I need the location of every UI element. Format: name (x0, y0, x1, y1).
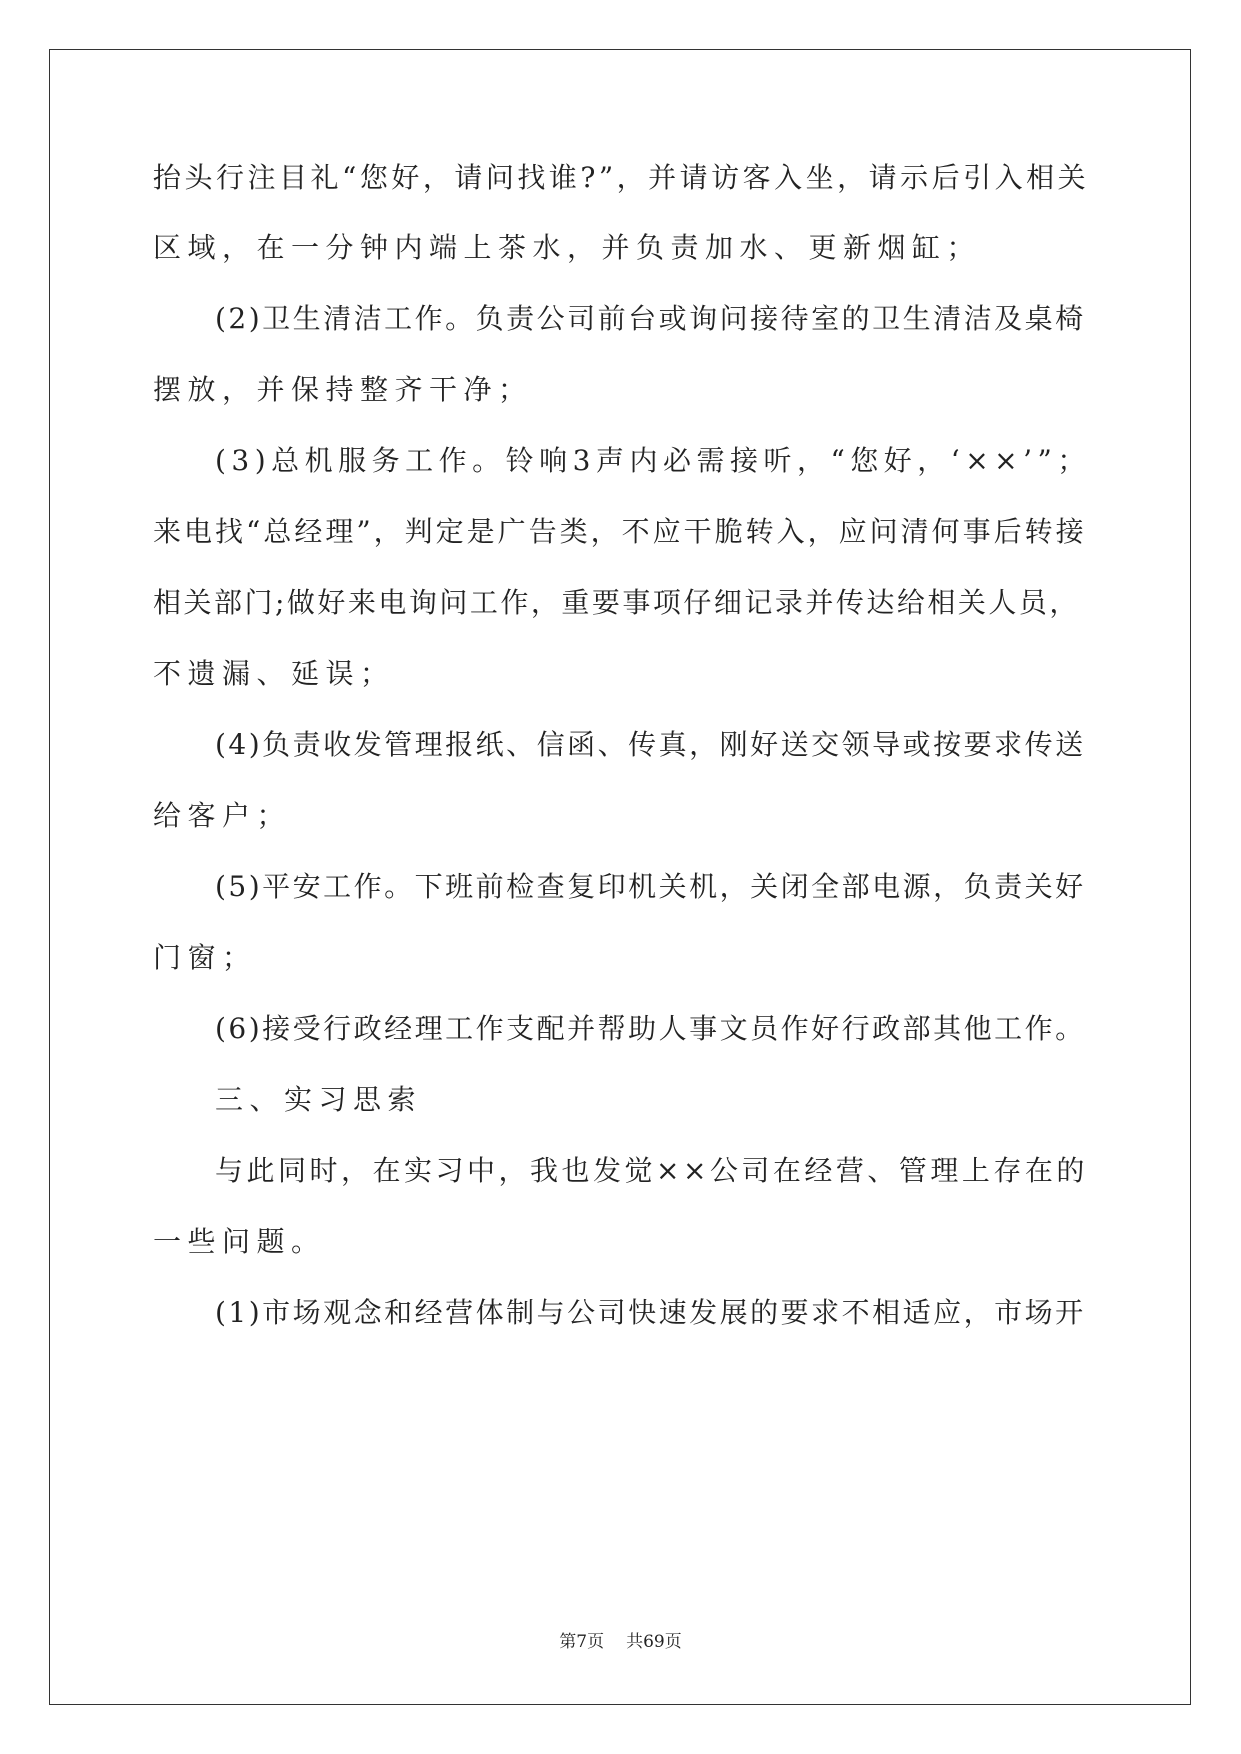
paragraph-item-2: (2)卫生清洁工作。负责公司前台或询问接待室的卫生清洁及桌椅 (215, 302, 1086, 335)
paragraph: 与此同时，在实习中，我也发觉××公司在经营、管理上存在的 (215, 1154, 1088, 1187)
section-heading: 三、实习思索 (215, 1083, 423, 1116)
paragraph-item-3: (3)总机服务工作。铃响3声内必需接听，“您好，‘××’”； (215, 444, 1091, 477)
paragraph-item-1: (1)市场观念和经营体制与公司快速发展的要求不相适应，市场开 (215, 1296, 1086, 1329)
paragraph-item-5: (5)平安工作。下班前检查复印机关机，关闭全部电源，负责关好 (215, 870, 1086, 903)
text-line: 来电找“总经理”，判定是广告类，不应干脆转入，应问清何事后转接 (153, 515, 1087, 548)
text-line: 不遗漏、延误； (153, 657, 395, 690)
page-footer (0, 1630, 1241, 1654)
page-total: 共69页 (626, 1632, 682, 1652)
text-line: 摆放，并保持整齐干净； (153, 373, 533, 406)
text-line: 给客户； (153, 799, 292, 832)
paragraph-item-6: (6)接受行政经理工作支配并帮助人事文员作好行政部其他工作。 (215, 1012, 1086, 1045)
text-line: 区域，在一分钟内端上茶水，并负责加水、更新烟缸； (153, 231, 982, 264)
page-number: 第7页 (559, 1632, 605, 1652)
text-line: 抬头行注目礼“您好，请问找谁?”，并请访客入坐，请示后引入相关 (153, 161, 1090, 194)
text-line: 一些问题。 (153, 1225, 326, 1258)
text-line: 相关部门;做好来电询问工作，重要事项仔细记录并传达给相关人员， (153, 586, 1080, 619)
paragraph-item-4: (4)负责收发管理报纸、信函、传真，刚好送交领导或按要求传送 (215, 728, 1086, 761)
text-line: 门窗； (153, 941, 257, 974)
